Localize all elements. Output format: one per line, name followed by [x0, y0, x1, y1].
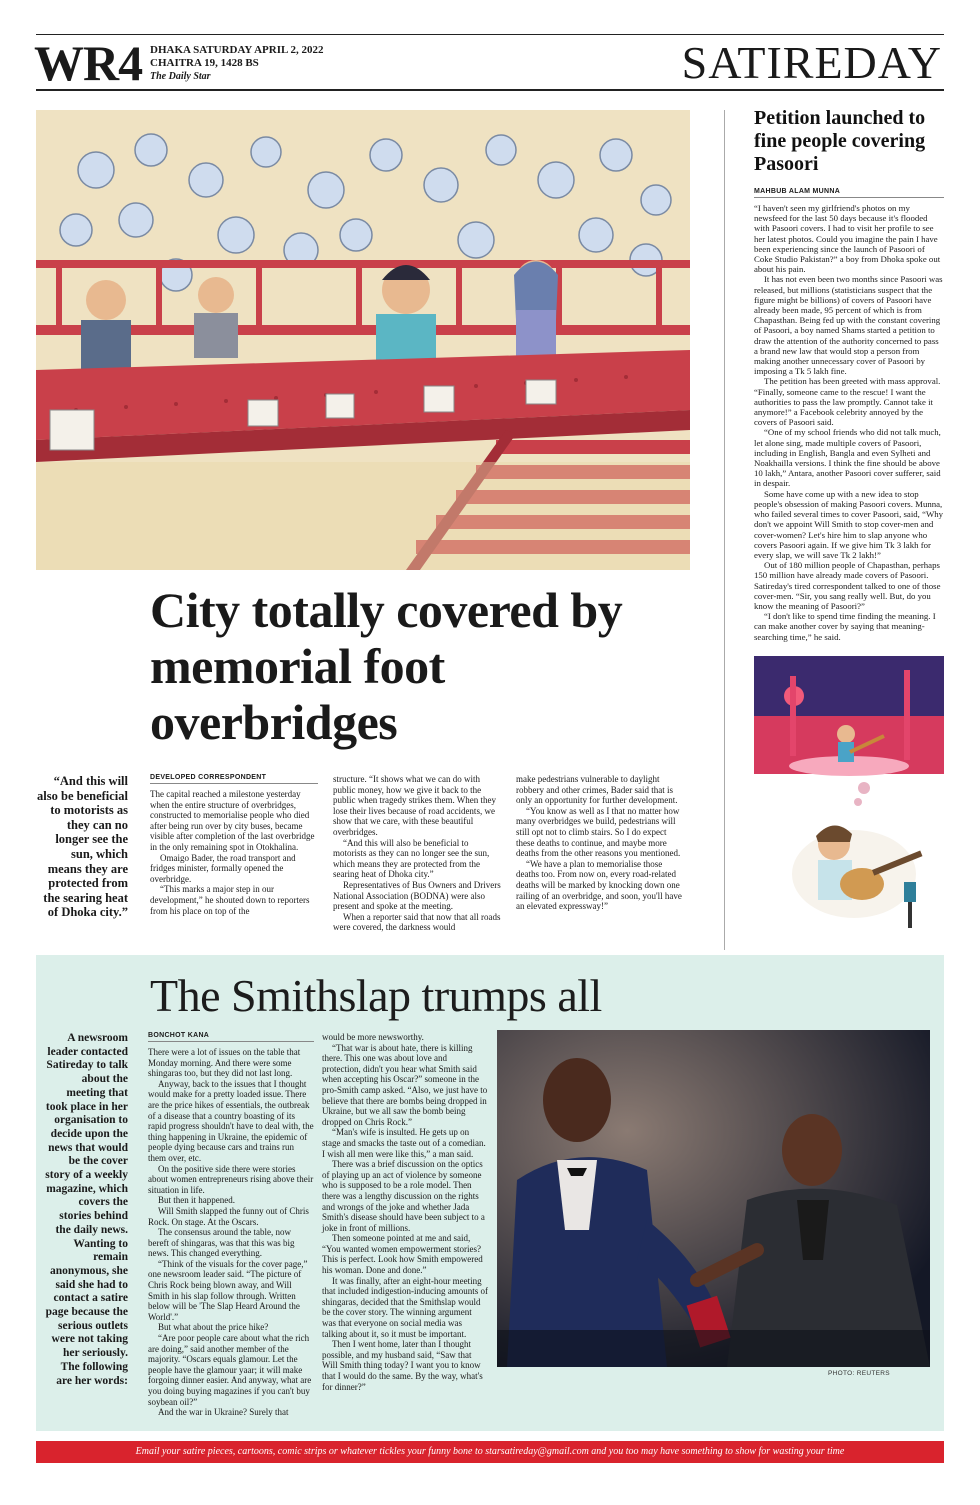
lead-paragraph: “You know as well as I that no matter how many overbridges we build, pedestrians will still opt not to climb stairs. So I do expect these deaths to continue, and maybe more deaths from the other reasons you mentioned.: [516, 805, 681, 859]
lead-paragraph: make pedestrians vulnerable to daylight robbery and other crimes, Bader said that is only an opportunity for further development.: [516, 774, 678, 806]
smithslap-paragraph: Then someone pointed at me and said, “You wanted women empowerment stories? This is perfect. Look how Smith empowered his woman. Done and done.”: [322, 1233, 483, 1276]
smithslap-paragraph: would be more newsworthy.: [322, 1032, 424, 1042]
smithslap-paragraph: On the positive side there were stories about women entrepreneurs rising above their situation in life.: [148, 1163, 314, 1195]
submission-footer-banner: Email your satire pieces, cartoons, comic strips or whatever tickles your funny bone to starsatireday@gmail.com and you too may have something to show for wasting your time: [36, 1441, 944, 1463]
lead-paragraph: “This marks a major step in our development,” he shouted down to reporters from his place on top of the: [150, 884, 310, 916]
lead-paragraph: The capital reached a milestone yesterday when the entire structure of overbridges, constructed to memorialise people who died after being run over by city buses, became visible after completion of the last overbridge in the only remaining spot in Otokhalina.: [150, 789, 315, 852]
side-paragraph: “I haven't seen my girlfriend's photos on my newsfeed for the last 50 days because it's flooded with Pasoori covers. I had to visit her profile to see her latest photos. Could you imagine the pain I have been experiencing since the launch of Pasoori of Coke Studio Pakistan?” a boy from Dhoka spoke out about his pain.: [754, 203, 941, 275]
smithslap-column-1: [148, 1032, 314, 1418]
side-headline: Petition launched to fine people covering Pasoori: [754, 107, 926, 175]
smithslap-paragraph: Then I went home, later than I thought possible, and my husband said, “Saw that Will Smith thing today? I want you to know that I would do the same. By the way, what's for dinner?”: [322, 1339, 483, 1392]
side-paragraph: It has not even been two months since Pasoori was released, but millions (statisticians suspect that the figure might be billions) of covers of Pasoori have already been made, 95 percent of which is from Chapasthan. Being fed up with the constant covering of Pasoori, a boy named Shams started a petition to draw the attention of the authority concerned to pass a brand new law that would stop a person from making another unnecessary cover of Pasoori by imposing a Tk 5 lakh fine.: [754, 274, 943, 377]
smithslap-byline: BONCHOT KANA: [148, 1032, 314, 1042]
smithslap-paragraph: There was a brief discussion on the optics of playing up an act of violence by someone who is supposed to be a role model. Then there was a lengthy discussion on the rights and wrongs of the joke and whether Jada Smith's disease should have been subject to a joke in front of millions.: [322, 1159, 485, 1233]
smithslap-paragraph: And the war in Ukraine? Surely that: [158, 1407, 289, 1418]
lead-paragraph: “And this will also be beneficial to motorists as they can no longer see the sun, which means they are protected from the searing heat of Dhoka city.”: [333, 837, 490, 880]
smithslap-paragraph: Will Smith slapped the funny out of Chris Rock. On stage. At the Oscars.: [148, 1205, 309, 1227]
guitarist-cartoon: [754, 656, 944, 940]
calendar-line: CHAITRA 19, 1428 BS: [150, 57, 259, 69]
header-bottom-rule: [36, 89, 944, 91]
column-divider: [724, 110, 725, 950]
smithslap-paragraph: “Man's wife is insulted. He gets up on stage and smacks the taste out of a comedian. I wish all men were like this,” a man said.: [322, 1127, 486, 1159]
smithslap-paragraph: The consensus around the table, now bereft of shingaras, was that this was big news. This changed everything.: [148, 1227, 295, 1259]
smithslap-paragraph: “That war is about hate, there is killing there. This one was about love and protection, didn't you hear what Smith said when accepting his Oscar?” someone in the pro-Smith camp asked. “Also, we just have to believe that there are bombs being dropped in Ukraine, but we all saw the bomb being dropped on Chris Rock.”: [322, 1042, 488, 1127]
lead-pull-quote: “And this will also be beneficial to motorists as they can no longer see the sun, which means they are protected from the searing heat of Dhoka city.”: [37, 774, 128, 920]
smithslap-paragraph: It was finally, after an eight-hour meeting that included indigestion-inducing amounts of shingaras, decided that the Smithslap would be the cover story. The winning argument was that everyone on social media was talking about it, so it must be important.: [322, 1275, 488, 1339]
lead-paragraph: Representatives of Bus Owners and Drivers National Association (BODNA) were also present and spoke at the meeting.: [333, 879, 501, 912]
side-paragraph: Some have come up with a new idea to stop people's obsession of making Pasoori covers. Munna, who failed several times to cover Pasoori, said, “Why don't we appoint Will Smith to stop cover-men and cover-women? Let's hire him to slap anyone who covers Pasoori again. If we give him Tk 3 lakh for every slap, we will save Tk 2 lakh!”: [754, 488, 944, 560]
smithslap-pull-quote: A newsroom leader contacted Satireday to talk about the meeting that took place in her organisation to decide upon the news that would be the cover story of a weekly magazine, which covers the stories behind the daily news. Wanting to remain anonymous, she said she had to contact a satire page because the serious outlets were not taking her seriously. The following are her words:: [45, 1032, 128, 1387]
side-byline: MAHBUB ALAM MUNNA: [754, 188, 944, 198]
side-story: [754, 188, 944, 642]
smithslap-paragraph: Anyway, back to the issues that I thought would make for a pretty loaded issue. There are the price hikes of essentials, the outbreak of a disease that a country boasting of its rapid progress shouldn't have to deal with, the thing happening in Ukraine, the epidemic of people dying because cars and trains run them over, etc.: [148, 1078, 314, 1163]
lead-paragraph: structure. “It shows what we can do with public money, how we give it back to the public when tragedy strikes them. When they lose their lives because of road accidents, we show that we care, with these beautiful overbridges.: [333, 774, 497, 837]
paper-logo: The Daily Star: [150, 71, 211, 82]
overbridge-illustration: [36, 110, 690, 570]
header-top-rule: [36, 34, 944, 35]
dateline: [150, 44, 323, 83]
smithslap-paragraph: “Are poor people care about what the rich are doing,” said another member of the majority. “Oscars equals glamour. Let the people have the glamour yaar; it will make forgoing dinner easier. And anyway, what are you doing buying magazines if you can't buy soybean oil?”: [148, 1333, 312, 1407]
date-line: DHAKA SATURDAY APRIL 2, 2022: [150, 44, 324, 56]
smithslap-paragraph: But what about the price hike?: [158, 1322, 269, 1333]
smithslap-headline: The Smithslap trumps all: [150, 970, 602, 1021]
side-paragraph: “One of my school friends who did not talk much, let alone sing, made multiple covers of Pasoori, including in English, Bangla and even Sylheti and Noakhailla versions. I think the fine should be above 10 lakh,” Antara, another Pasoori cover sufferer, said in despair.: [754, 427, 941, 489]
lead-column-1: [150, 774, 318, 916]
smithslap-paragraph: There were a lot of issues on the table that Monday morning. And there were some shingaras too, but they did not last long.: [148, 1047, 301, 1079]
smithslap-column-2: [322, 1032, 488, 1392]
lead-headline: City totally covered by memorial foot overbridges: [150, 582, 623, 750]
lead-byline: DEVELOPED CORRESPONDENT: [150, 774, 318, 784]
lead-paragraph: “We have a plan to memorialise those deaths too. From now on, every road-related deaths will be marked by knocking down one railing of an overbridge, and soon, you'll have an elevated expressway!”: [516, 858, 682, 912]
page-number: WR4: [34, 35, 143, 91]
smithslap-paragraph: “Think of the visuals for the cover page,” one newsroom leader said. “The picture of Chris Rock being blown away, and Will Smith in his slap follow through. Written below will be 'The Slap Heard Around the World'.”: [148, 1258, 308, 1322]
lead-column-3: [516, 774, 684, 912]
smithslap-paragraph: But then it happened.: [158, 1195, 235, 1206]
side-paragraph: The petition has been greeted with mass approval. “Finally, someone came to the rescue! I want the authorities to pass the law promptly. Cannot take it anymore!” a Facebook celebrity annoyed by the covers of Pasoori said.: [754, 376, 941, 428]
oscars-slap-photo: [497, 1030, 930, 1367]
lead-paragraph: Omaigo Bader, the road transport and fridges minister, formally opened the overbridge.: [150, 852, 296, 884]
section-title: SATIREDAY: [681, 37, 942, 88]
side-paragraph: “I don't like to spend time finding the meaning. I can make another cover by saying that meaning-searching time,” he said.: [754, 611, 936, 642]
side-paragraph: Out of 180 million people of Chapasthan, perhaps 150 million have already made covers of Pasoori. Satireday's tired correspondent talked to one of those cover-men. “Sir, you sang really well. But, do you know the meaning of Pasoori?”: [754, 560, 941, 611]
lead-column-2: [333, 774, 501, 933]
lead-paragraph: When a reporter said that now that all roads were covered, the darkness would: [333, 911, 501, 933]
photo-credit: PHOTO: REUTERS: [828, 1370, 890, 1377]
